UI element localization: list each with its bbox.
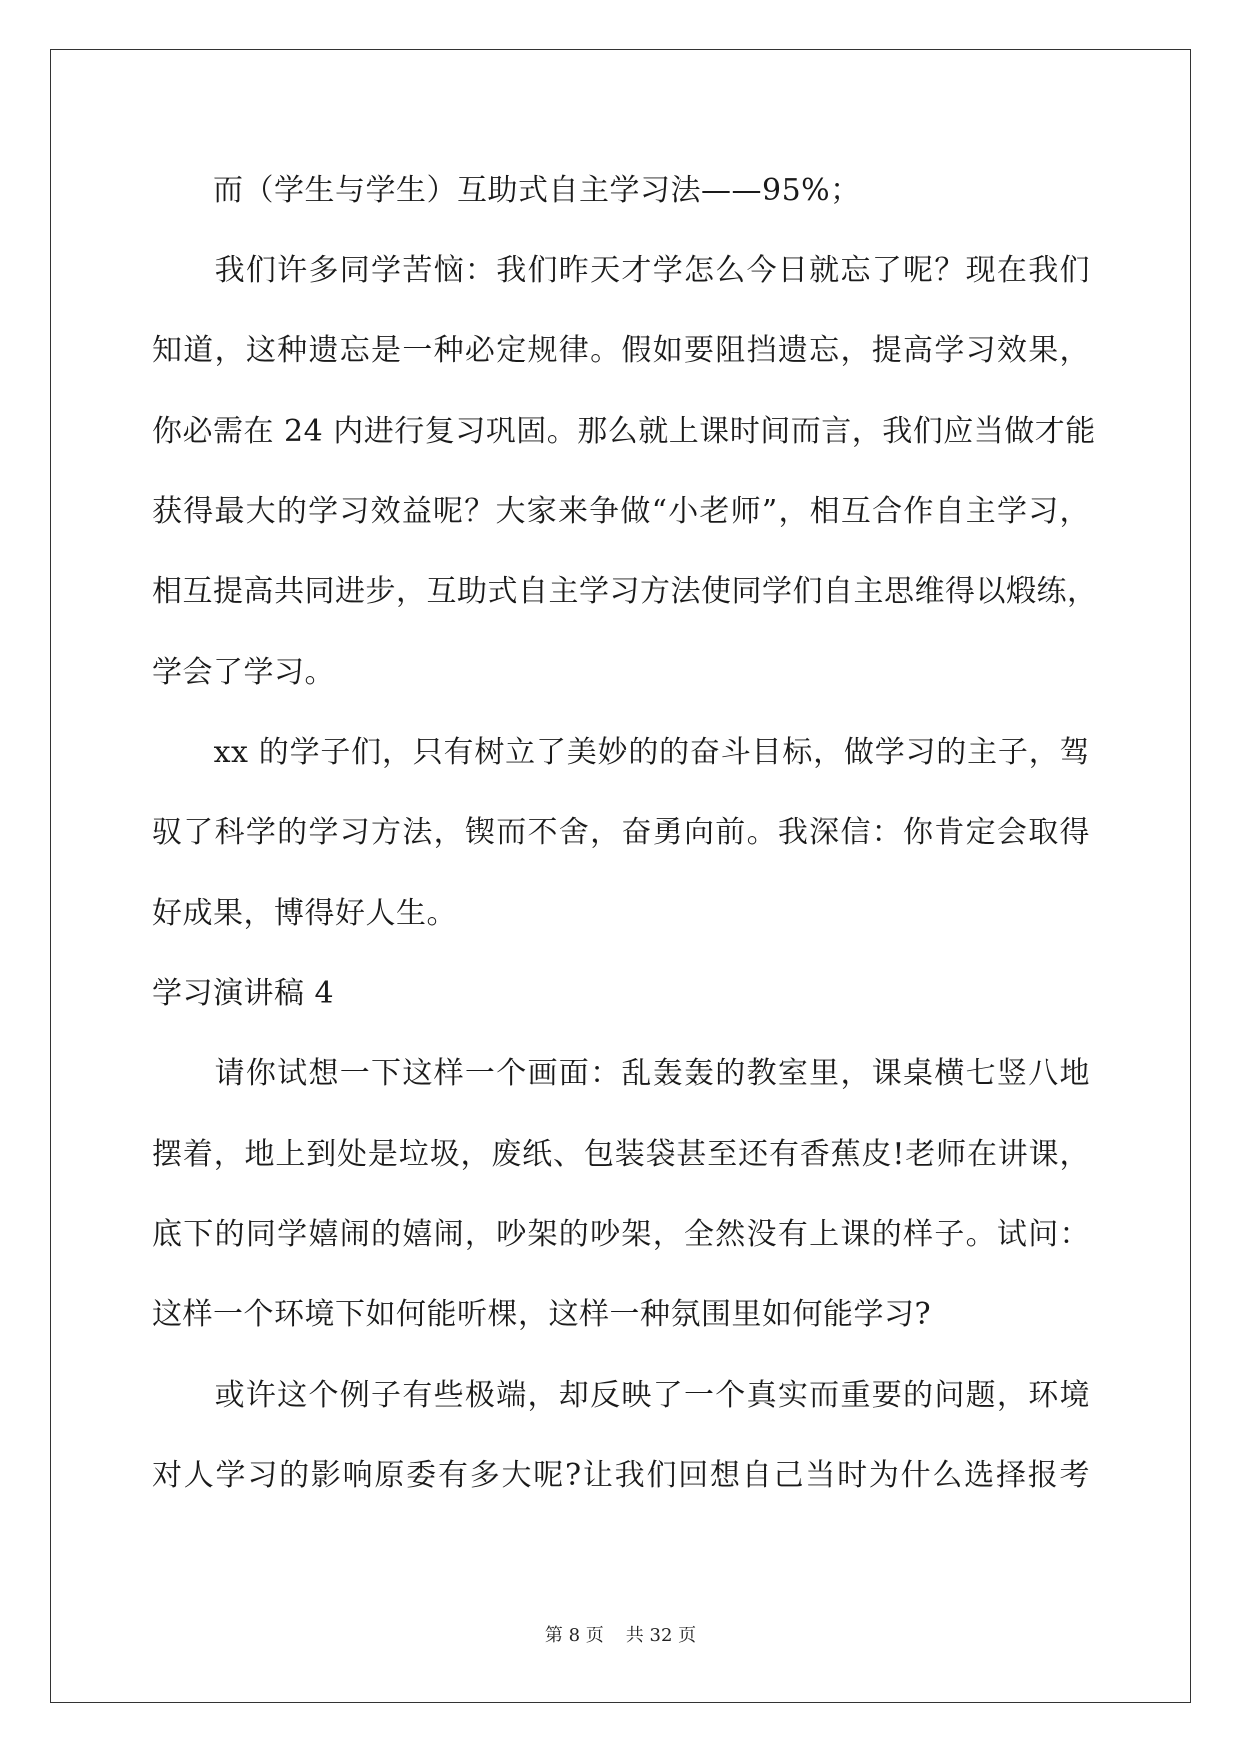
paragraph-line-8: xx 的学子们，只有树立了美妙的的奋斗目标，做学习的主子，驾 <box>152 735 1090 770</box>
paragraph-line-1: 而（学生与学生）互助式自主学习法——95%； <box>152 173 861 208</box>
paragraph-line-2: 我们许多同学苦恼：我们昨天才学怎么今日就忘了呢？现在我们 <box>152 253 1090 288</box>
paragraph-line-6: 相互提高共同进步，互助式自主学习方法使同学们自主思维得以煅练， <box>152 574 1098 609</box>
paragraph-line-17: 对人学习的影响原委有多大呢?让我们回想自己当时为什么选择报考 <box>152 1458 1090 1493</box>
paragraph-line-9: 驭了科学的学习方法，锲而不舍，奋勇向前。我深信：你肯定会取得 <box>152 815 1090 850</box>
paragraph-line-13: 摆着，地上到处是垃圾，废纸、包装袋甚至还有香蕉皮!老师在讲课， <box>152 1137 1090 1172</box>
paragraph-line-4: 你必需在 24 内进行复习巩固。那么就上课时间而言，我们应当做才能 <box>152 414 1096 449</box>
paragraph-line-16: 或许这个例子有些极端，却反映了一个真实而重要的问题，环境 <box>152 1378 1090 1413</box>
paragraph-line-7: 学会了学习。 <box>152 655 335 690</box>
page-total: 共 32 页 <box>625 1625 697 1646</box>
page-footer <box>0 1624 1241 1648</box>
section-heading: 学习演讲稿 4 <box>152 976 335 1011</box>
paragraph-line-3: 知道，这种遗忘是一种必定规律。假如要阻挡遗忘，提高学习效果， <box>152 333 1090 368</box>
paragraph-line-14: 底下的同学嬉闹的嬉闹，吵架的吵架，全然没有上课的样子。试问： <box>152 1217 1090 1252</box>
paragraph-line-12: 请你试想一下这样一个画面：乱轰轰的教室里，课桌横七竖八地 <box>152 1056 1090 1091</box>
paragraph-line-5: 获得最大的学习效益呢？大家来争做“小老师”，相互合作自主学习， <box>152 494 1090 529</box>
page-border <box>50 49 1191 1703</box>
paragraph-line-15: 这样一个环境下如何能听棵，这样一种氛围里如何能学习? <box>152 1297 932 1332</box>
paragraph-line-10: 好成果，博得好人生。 <box>152 896 457 931</box>
page-number: 第 8 页 <box>544 1625 604 1646</box>
